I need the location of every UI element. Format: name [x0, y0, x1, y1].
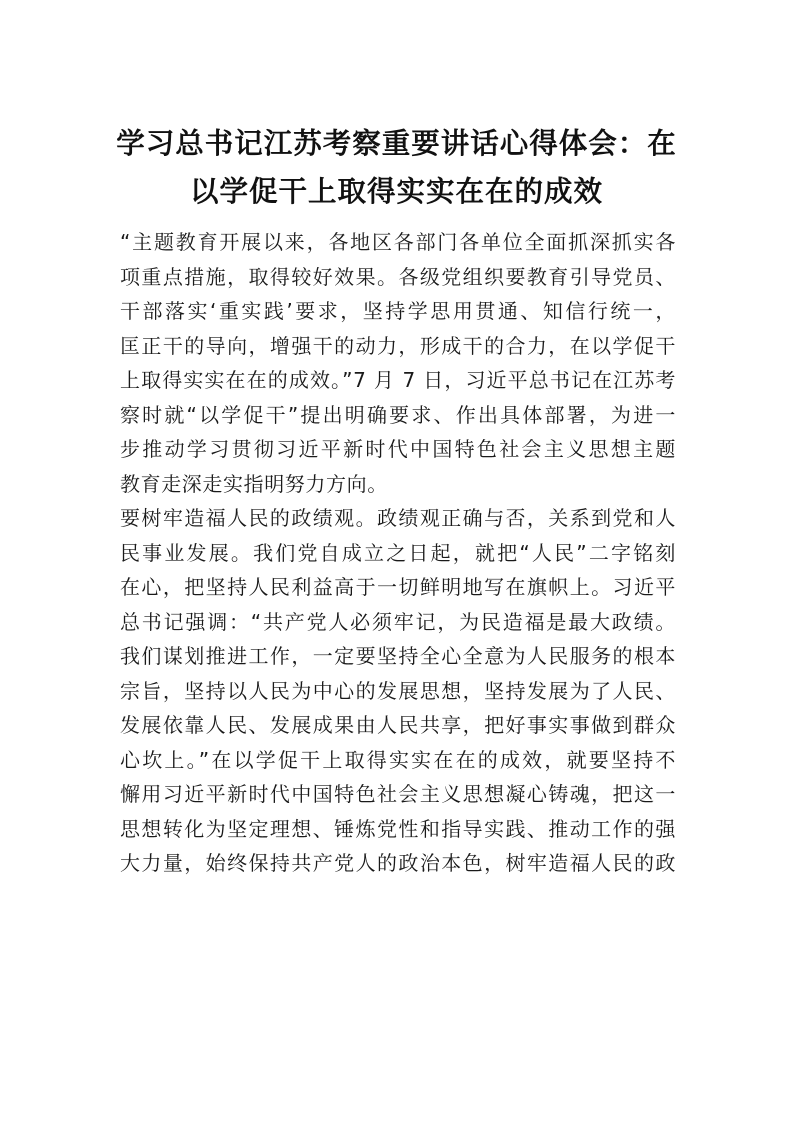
body-line: 在心，把坚持人民利益高于一切鲜明地写在旗帜上。习近平 — [120, 575, 676, 599]
document-title — [110, 120, 683, 216]
body-line: “主题教育开展以来，各地区各部门各单位全面抓深抓实各 — [120, 230, 676, 254]
document-body — [120, 225, 676, 881]
body-line: 上取得实实在在的成效。”7 月 7 日，习近平总书记在江苏考 — [120, 368, 676, 392]
body-line: 项重点措施，取得较好效果。各级党组织要教育引导党员、 — [120, 264, 676, 289]
body-line: 宗旨，坚持以人民为中心的发展思想，坚持发展为了人民、 — [120, 678, 676, 703]
title-line-1: 学习总书记江苏考察重要讲话心得体会：在 — [116, 127, 677, 160]
body-line: 发展依靠人民、发展成果由人民共享，把好事实事做到群众 — [120, 713, 676, 737]
body-line: 察时就“以学促干”提出明确要求、作出具体部署，为进一 — [120, 402, 676, 427]
body-line: 我们谋划推进工作，一定要坚持全心全意为人民服务的根本 — [120, 644, 676, 668]
body-line: 大力量，始终保持共产党人的政治本色，树牢造福人民的政 — [120, 851, 676, 875]
body-line: 懈用习近平新时代中国特色社会主义思想凝心铸魂，把这一 — [120, 782, 676, 806]
body-line: 民事业发展。我们党自成立之日起，就把“人民”二字铭刻 — [120, 540, 676, 565]
body-line: 步推动学习贯彻习近平新时代中国特色社会主义思想主题 — [120, 437, 676, 461]
body-line: 干部落实‘重实践’要求，坚持学思用贯通、知信行统一， — [120, 299, 676, 323]
body-line: 思想转化为坚定理想、锤炼党性和指导实践、推动工作的强 — [120, 816, 676, 841]
body-line: 总书记强调：“共产党人必须牢记，为民造福是最大政绩。 — [120, 609, 676, 634]
body-line: 心坎上。”在以学促干上取得实实在在的成效，就要坚持不 — [120, 747, 676, 772]
body-line: 教育走深走实指明努力方向。 — [120, 471, 388, 496]
body-line: 匡正干的导向，增强干的动力，形成干的合力，在以学促干 — [120, 333, 676, 358]
body-line: 要树牢造福人民的政绩观。政绩观正确与否，关系到党和人 — [120, 506, 676, 530]
title-line-2: 以学促干上取得实实在在的成效 — [189, 175, 603, 208]
